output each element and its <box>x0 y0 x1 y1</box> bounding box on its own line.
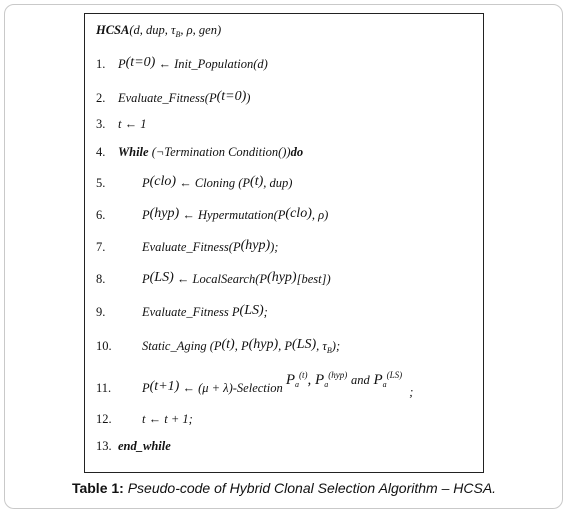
line-text-end: [best]) <box>296 272 331 286</box>
superscript: (hyp) <box>240 238 271 253</box>
pseudo-line-7 <box>96 238 279 254</box>
pseudo-line-10 <box>96 337 341 355</box>
line-text: Static_Aging (P <box>142 339 222 353</box>
table-caption <box>0 480 568 496</box>
line-text-end: ; <box>263 305 268 319</box>
line-number: 9. <box>96 305 106 319</box>
superscript: (t) <box>250 174 264 189</box>
population-symbol: P <box>285 372 296 388</box>
header-subscript: B <box>175 30 181 39</box>
algorithm-header <box>96 24 221 37</box>
line-text: t ← 1 <box>118 117 147 131</box>
line-text-end: ) <box>246 91 251 105</box>
superscript: (hyp) <box>328 370 348 380</box>
line-number: 7. <box>96 240 106 254</box>
pseudo-line-4 <box>96 146 303 159</box>
line-text: ← Cloning (P <box>179 176 251 190</box>
superscript: (clo) <box>285 206 312 221</box>
keyword-while: While <box>118 145 149 159</box>
superscript: (t=0) <box>216 89 247 104</box>
algorithm-name: HCSA <box>96 23 130 37</box>
population-symbol: P <box>373 372 383 388</box>
pseudo-line-2 <box>96 89 251 105</box>
line-text: Evaluate_Fitness(P <box>142 240 241 254</box>
line-text: , τ <box>316 339 327 353</box>
superscript: (LS) <box>386 370 403 380</box>
pseudo-line-9 <box>96 303 268 319</box>
selection-args <box>286 372 402 388</box>
line-number: 5. <box>96 176 106 190</box>
subscript: a <box>324 380 329 389</box>
pseudo-line-8 <box>96 270 331 286</box>
line-number: 12. <box>96 412 112 426</box>
line-text: ← (μ + λ)-Selection <box>182 381 283 395</box>
pseudo-line-5 <box>96 174 293 190</box>
line-text: ← Hypermutation(P <box>182 208 286 222</box>
subscript: a <box>295 380 300 389</box>
line-text: Evaluate_Fitness P <box>142 305 240 319</box>
superscript: (hyp) <box>149 206 180 221</box>
superscript: (t) <box>221 337 235 352</box>
line-number: 13. <box>96 439 112 453</box>
line-text: Evaluate_Fitness(P <box>118 91 217 105</box>
population-symbol: P <box>315 372 325 388</box>
caption-label: Table 1: <box>71 480 124 496</box>
line-text-end: ; <box>409 385 414 399</box>
superscript: (LS) <box>292 337 317 352</box>
superscript: (LS) <box>239 303 264 318</box>
header-params: (d, dup, τ <box>129 23 176 37</box>
line-text-end: , ρ) <box>311 208 329 222</box>
pseudo-line-6 <box>96 206 329 222</box>
line-number: 4. <box>96 145 106 159</box>
subscript: B <box>326 346 332 355</box>
line-text-end: , dup) <box>263 176 293 190</box>
pseudo-line-3 <box>96 118 146 131</box>
subscript: a <box>382 380 387 389</box>
superscript: (t=0) <box>125 55 156 70</box>
line-number: 6. <box>96 208 106 222</box>
line-text: ← Init_Population(d) <box>158 57 268 71</box>
line-number: 1. <box>96 57 106 71</box>
keyword-end-while: end_while <box>118 439 171 453</box>
pseudo-line-11 <box>96 370 414 399</box>
line-text: , P <box>278 339 293 353</box>
superscript: (t+1) <box>149 379 180 394</box>
line-text-end: ); <box>331 339 341 353</box>
and-word: and <box>350 373 370 387</box>
population-symbol: P <box>118 57 126 71</box>
line-number: 3. <box>96 117 106 131</box>
header-rest: , ρ, gen) <box>180 23 222 37</box>
line-number: 2. <box>96 91 106 105</box>
line-text: (¬Termination Condition()) <box>148 145 291 159</box>
pseudo-line-12 <box>96 413 193 426</box>
population-symbol: P <box>142 176 150 190</box>
comma: , <box>307 372 312 388</box>
superscript: (clo) <box>149 174 177 189</box>
superscript: (LS) <box>149 270 174 285</box>
line-text: , P <box>234 339 249 353</box>
pseudo-line-13 <box>96 440 171 453</box>
population-symbol: P <box>142 381 150 395</box>
pseudo-line-1 <box>96 55 268 71</box>
line-number: 11. <box>96 381 112 395</box>
line-text-end: ); <box>270 240 279 254</box>
population-symbol: P <box>142 208 150 222</box>
superscript: (hyp) <box>267 270 297 285</box>
population-symbol: P <box>142 272 150 286</box>
caption-text: Pseudo-code of Hybrid Clonal Selection Algorithm – HCSA. <box>127 480 497 496</box>
line-text: ← LocalSearch(P <box>176 272 268 286</box>
superscript: (hyp) <box>248 337 279 352</box>
superscript: (t) <box>299 370 308 380</box>
line-number: 8. <box>96 272 106 286</box>
line-text: t ← t + 1; <box>142 412 193 426</box>
line-number: 10. <box>96 339 112 353</box>
keyword-do: do <box>290 145 304 159</box>
